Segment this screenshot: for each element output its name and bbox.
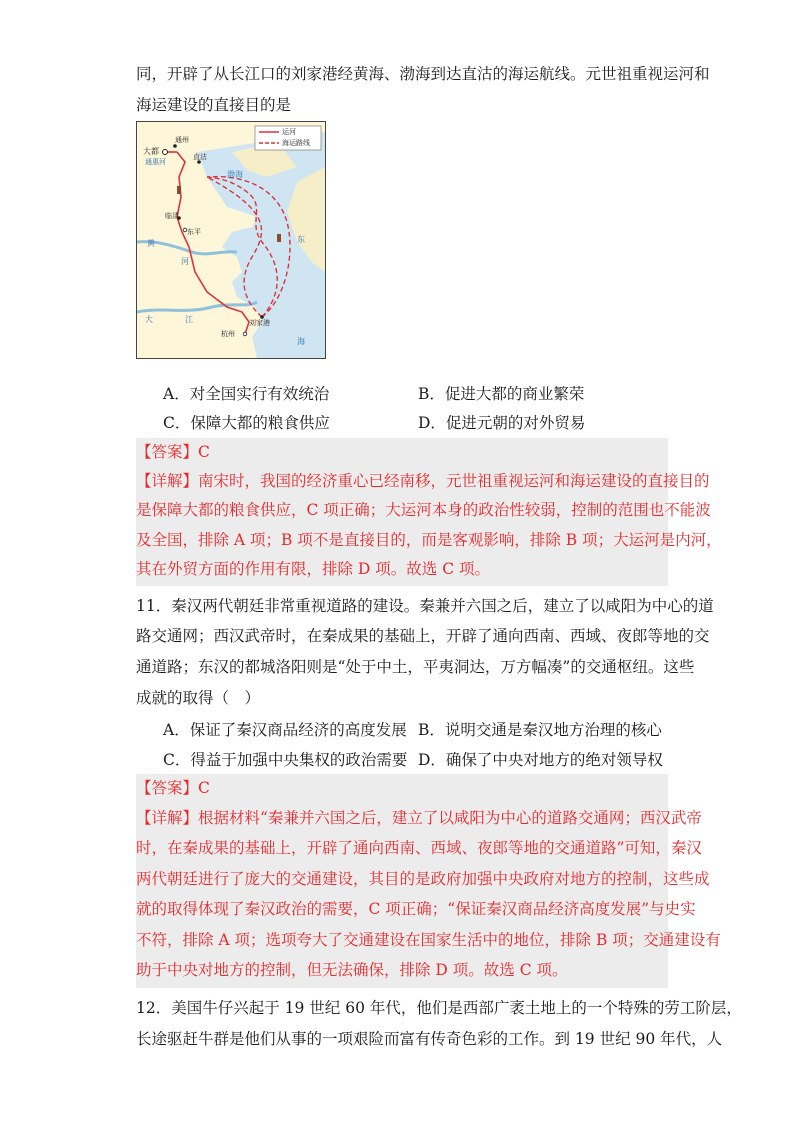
q10-option-d[interactable]: D．促进元朝的对外贸易 <box>418 414 586 432</box>
q10-detail-line-3: 及全国，排除 A 项；B 项不是直接目的，而是客观影响，排除 B 项；大运河是内河， <box>136 531 722 549</box>
q11-option-a[interactable]: A．保证了秦汉商品经济的高度发展 <box>163 721 407 739</box>
q12-stem-line-2: 长途驱赶牛群是他们从事的一项艰险而富有传奇色彩的工作。到 19 世纪 90 年代，人 <box>136 1030 723 1048</box>
q11-detail-line-5: 不符，排除 A 项；选项夸大了交通建设在国家生活中的地位，排除 B 项；交通建设有 <box>136 931 721 949</box>
q11-stem-line-1: 11．秦汉两代朝廷非常重视道路的建设。秦兼并六国之后，建立了以咸阳为中心的道 <box>136 597 714 615</box>
map-label-dadu: 大都 <box>143 147 159 156</box>
intro-line-2: 海运建设的直接目的是 <box>136 96 292 114</box>
map-label-dong: 东 <box>297 235 305 244</box>
q11-option-c[interactable]: C．得益于加强中央集权的政治需要 <box>163 751 408 769</box>
q11-answer: 【答案】C <box>136 779 210 797</box>
q11-stem-line-4: 成就的取得（ ） <box>136 689 261 707</box>
map-label-linqing: 临清 <box>165 212 179 220</box>
legend-sea-route-label: 海运路线 <box>282 139 310 147</box>
q10-answer-block <box>136 438 722 586</box>
canal-sea-route-map <box>136 121 326 359</box>
map-label-hai: 海 <box>297 337 305 346</box>
q11-detail-line-6: 助于中央对地方的控制，但无法确保，排除 D 项。故选 C 项。 <box>136 961 568 979</box>
map-label-liujiagang: 刘家港 <box>249 319 270 327</box>
q11-detail-line-2: 时，在秦成果的基础上，开辟了通向西南、西域、夜郎等地的交通道路”可知，秦汉 <box>136 839 702 857</box>
map-label-zhigu: 直沽 <box>193 153 207 161</box>
map-label-he: 河 <box>181 257 189 266</box>
q10-detail-line-4: 其在外贸方面的作用有限，排除 D 项。故选 C 项。 <box>136 560 490 578</box>
map-label-jiang: 江 <box>185 315 193 324</box>
q10-detail-line-1: 【详解】南宋时，我国的经济重心已经南移，元世祖重视运河和海运建设的直接目的 <box>136 472 710 490</box>
legend-canal-label: 运河 <box>282 128 296 136</box>
q11-option-d[interactable]: D．确保了中央对地方的绝对领导权 <box>418 751 663 769</box>
hangzhou-marker <box>243 332 247 336</box>
q10-detail-line-2: 是保障大都的粮食供应，C 项正确；大运河本身的政治性较弱，控制的范围也不能波 <box>136 501 711 519</box>
q11-detail-line-4: 就的取得体现了秦汉政治的需要，C 项正确；“保证秦汉商品经济高度发展”与史实 <box>136 900 696 918</box>
map-label-dongping: 东平 <box>187 228 201 236</box>
q11-stem-line-2: 路交通网；西汉武帝时，在秦成果的基础上，开辟了通向西南、西域、夜郎等地的交 <box>136 627 710 645</box>
boat-icon-2 <box>277 234 281 242</box>
boat-icon-1 <box>177 186 181 194</box>
q10-answer: 【答案】C <box>136 443 210 461</box>
dadu-marker <box>163 150 168 155</box>
q10-option-c[interactable]: C．保障大都的粮食供应 <box>163 414 330 432</box>
q12-stem-line-1: 12．美国牛仔兴起于 19 世纪 60 年代，他们是西部广袤土地上的一个特殊的劳工阶层， <box>136 999 742 1017</box>
tongzhou-marker <box>173 144 177 148</box>
map-label-tonghuihe: 通惠河 <box>145 158 166 166</box>
map-label-tongzhou: 通州 <box>175 136 189 144</box>
q11-detail-line-1: 【详解】根据材料“秦兼并六国之后，建立了以咸阳为中心的道路交通网；西汉武帝 <box>136 809 702 827</box>
q11-detail-line-3: 两代朝廷进行了庞大的交通建设，其目的是政府加强中央政府对地方的控制，这些成 <box>136 870 710 888</box>
map-label-bohai: 渤海 <box>227 170 243 179</box>
q10-option-b[interactable]: B．促进大都的商业繁荣 <box>418 385 585 403</box>
intro-line-1: 同，开辟了从长江口的刘家港经黄海、渤海到达直沽的海运航线。元世祖重视运河和 <box>136 65 710 83</box>
map-label-huang: 黄 <box>147 239 155 248</box>
q11-stem-line-3: 通道路；东汉的都城洛阳则是“处于中土，平夷洞达，万方幅凑”的交通枢纽。这些 <box>136 658 695 676</box>
q10-option-a[interactable]: A．对全国实行有效统治 <box>163 385 330 403</box>
map-label-da: 大 <box>145 315 153 324</box>
map-label-hangzhou: 杭州 <box>221 330 235 338</box>
q11-answer-block <box>136 774 721 988</box>
q11-option-b[interactable]: B．说明交通是秦汉地方治理的核心 <box>418 721 662 739</box>
